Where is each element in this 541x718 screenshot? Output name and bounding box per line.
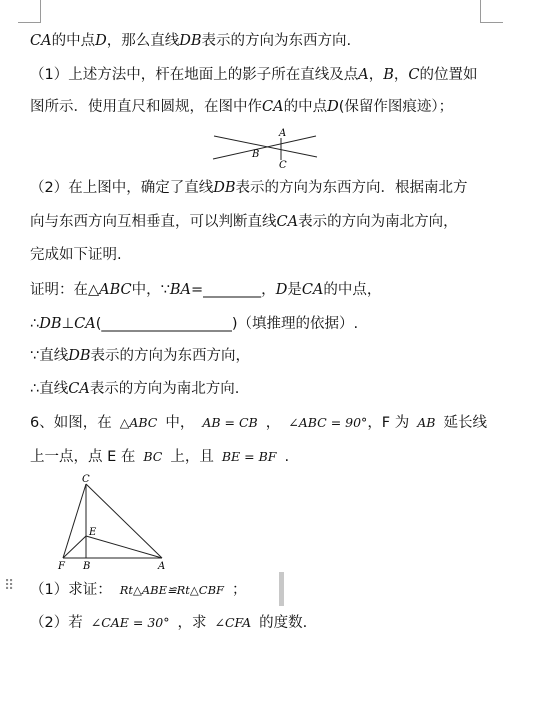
text: (保留作图痕迹）； — [338, 99, 454, 115]
point-b: B — [383, 67, 394, 83]
label-f: F — [58, 561, 65, 572]
text: ，求 — [177, 615, 207, 631]
drag-handle-icon[interactable]: ⠿ — [4, 578, 14, 594]
segment-ca: CA — [262, 99, 284, 115]
angle-cfa: ∠CFA — [214, 615, 252, 630]
text: ∴直线 — [30, 381, 69, 397]
text: 是 — [287, 282, 302, 298]
text: 表示的方向为东西方向．根据南北方 — [235, 180, 468, 196]
text-line-13 — [30, 581, 247, 599]
segment-ab: AB — [417, 415, 436, 430]
label-e: E — [89, 527, 97, 538]
text: 表示的方向为南北方向. — [89, 381, 240, 397]
segment-ca: CA — [68, 381, 90, 397]
label-b: B — [252, 149, 260, 160]
text-line-6 — [30, 246, 122, 264]
angle-cae: ∠CAE = 30° — [90, 615, 170, 630]
text: ， — [265, 415, 281, 431]
label-c: C — [82, 474, 90, 485]
text: ∵直线 — [30, 348, 69, 364]
text-line-1 — [30, 32, 351, 50]
text-line-14 — [30, 614, 307, 632]
text: . — [284, 449, 290, 465]
point-d: D — [327, 99, 339, 115]
text: 中， — [165, 415, 195, 431]
text: 的中点， — [323, 282, 382, 298]
segment-ba: BA — [169, 282, 192, 298]
text-line-7 — [30, 281, 381, 299]
text: 表示的方向为东西方向， — [90, 348, 251, 364]
congruence-expression: Rt△ABE≌Rt△CBF — [119, 583, 224, 597]
comma: ， — [393, 67, 409, 83]
text: 完成如下证明. — [30, 247, 122, 263]
text-line-11 — [30, 414, 487, 432]
line-db: DB — [179, 33, 202, 49]
segment-ca: CA — [30, 33, 52, 49]
label-b: B — [83, 561, 91, 572]
text: 延长线 — [443, 415, 487, 431]
text-line-9 — [30, 347, 250, 365]
text: 的度数. — [259, 615, 308, 631]
label-c: C — [279, 160, 287, 170]
text: 证明：在△ — [30, 282, 100, 298]
text: 上，且 — [170, 449, 214, 465]
text: ，F 为 — [367, 415, 410, 431]
point-d: D — [275, 282, 288, 298]
text-line-8 — [30, 315, 358, 333]
text-line-2 — [30, 66, 477, 84]
point-c: C — [408, 67, 420, 83]
crop-mark-right-horizontal — [480, 22, 503, 23]
text: 向与东西方向互相垂直，可以判断直线 — [30, 214, 277, 230]
text-line-12 — [30, 448, 289, 466]
label-a: A — [279, 128, 287, 139]
point-a: A — [358, 67, 369, 83]
blank-text: (__________________)（填推理的依据）. — [95, 316, 359, 332]
text: 的中点 — [51, 33, 96, 49]
comma: ， — [368, 67, 384, 83]
line-db: DB — [39, 316, 62, 332]
figure-triangle — [52, 470, 172, 572]
text-line-3 — [30, 98, 453, 116]
crop-mark-left-horizontal — [18, 22, 41, 23]
text: 的中点 — [283, 99, 328, 115]
text: 表示的方向为南北方向， — [298, 214, 458, 230]
text: （2）若 — [30, 615, 83, 631]
text: （1）上述方法中，杆在地面上的影子所在直线及点 — [30, 67, 359, 83]
crop-mark-right-vertical — [480, 0, 481, 22]
angle-abc-90: ∠ABC = 90° — [288, 415, 368, 430]
text-line-10 — [30, 380, 239, 398]
text-line-4 — [30, 179, 468, 197]
text: 中，∵ — [131, 282, 170, 298]
text: 的位置如 — [419, 67, 478, 83]
line-db: DB — [213, 180, 236, 196]
segment-bc: BC — [143, 449, 163, 464]
line-db: DB — [68, 348, 91, 364]
text-line-5 — [30, 213, 458, 231]
text: 表示的方向为东西方向. — [201, 33, 352, 49]
figure-shadow-lines — [210, 124, 320, 170]
triangle-abc: ABC — [99, 282, 132, 298]
triangle-abc: △ABC — [119, 415, 158, 430]
equation-be-bf: BE = BF — [221, 449, 277, 464]
text: ∴ — [30, 316, 40, 332]
crop-mark-left-vertical — [40, 0, 41, 22]
label-a: A — [158, 561, 166, 572]
text: （1）求证： — [30, 582, 112, 598]
text-cursor-bar — [279, 572, 284, 606]
text: 上一点，点 E 在 — [30, 449, 136, 465]
segment-ca: CA — [276, 214, 299, 230]
text: ，那么直线 — [106, 33, 180, 49]
text: 图所示．使用直尺和圆规，在图中作 — [30, 99, 262, 115]
text: ； — [232, 582, 247, 598]
text: 6、如图，在 — [30, 415, 112, 431]
blank-text: =________， — [191, 282, 276, 298]
point-d: D — [95, 33, 107, 49]
perp-symbol: ⊥ — [61, 316, 75, 332]
text: （2）在上图中，确定了直线 — [30, 180, 214, 196]
segment-ca: CA — [301, 282, 324, 298]
equation-ab-cb: AB = CB — [202, 415, 258, 430]
segment-ca: CA — [74, 316, 96, 332]
